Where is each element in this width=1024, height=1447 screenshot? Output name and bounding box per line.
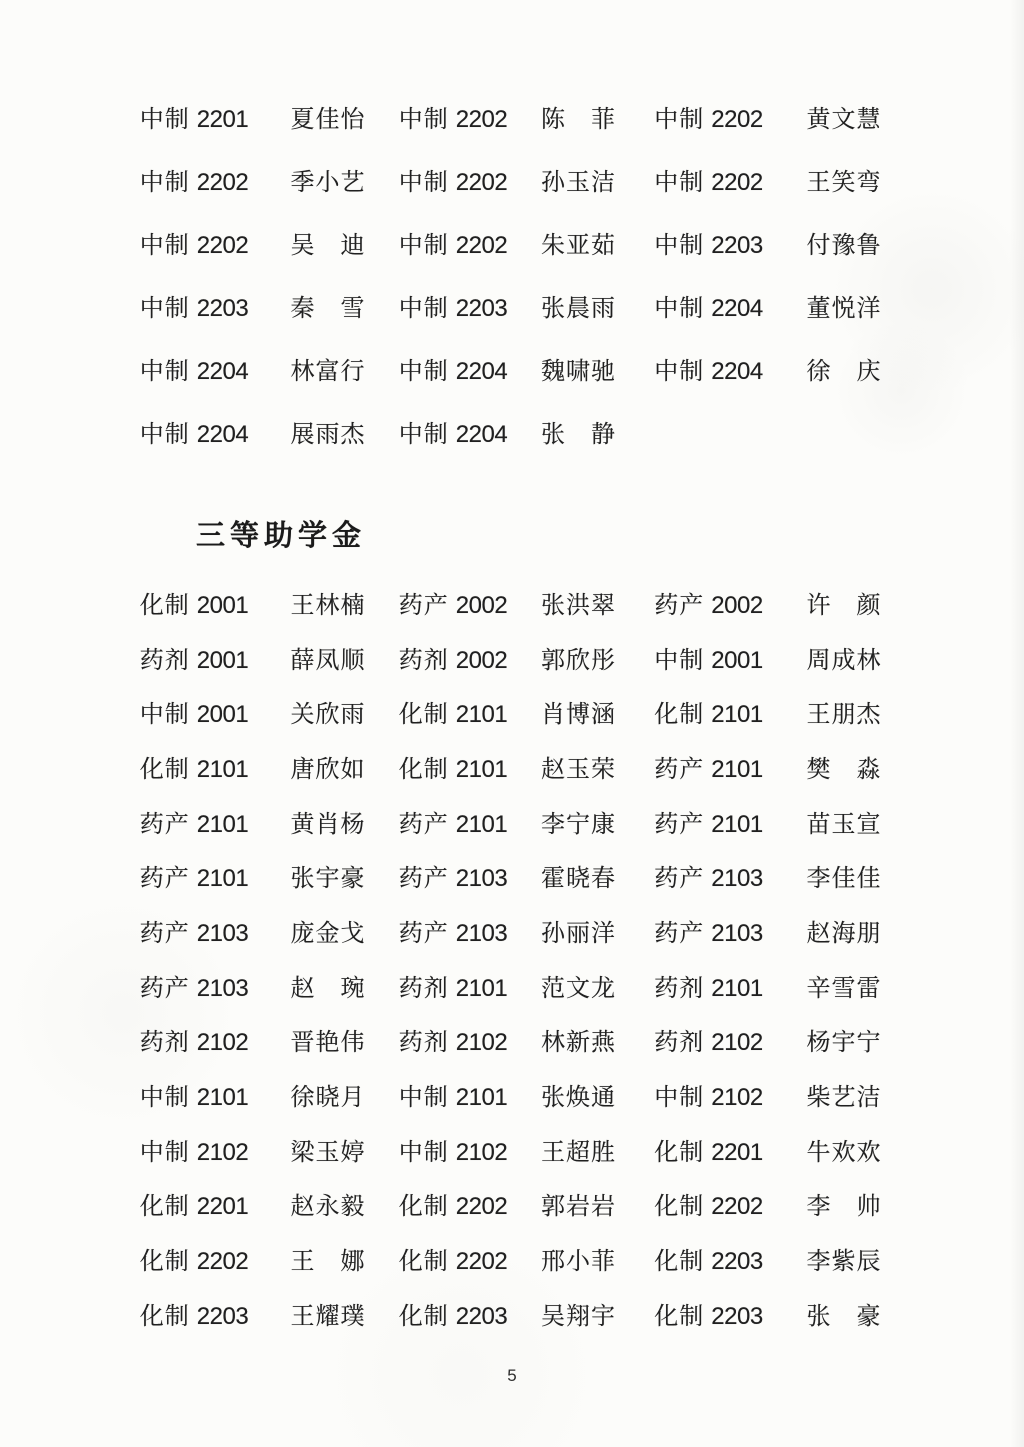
student-name: 张 豪 xyxy=(806,1303,882,1330)
student-name: 王笑弯 xyxy=(806,170,882,196)
class-number: 2103 xyxy=(196,919,249,947)
student-name: 许 颜 xyxy=(806,592,882,619)
class-number: 2001 xyxy=(196,646,249,674)
class-number: 2102 xyxy=(196,1138,249,1166)
class-code: 中制 2203 xyxy=(398,295,508,322)
class-code: 中制 2001 xyxy=(139,701,249,729)
student-name: 晋艳伟 xyxy=(290,1030,366,1057)
class-code: 药剂 2001 xyxy=(139,646,249,674)
list-row xyxy=(120,274,910,337)
student-name: 李佳佳 xyxy=(806,866,882,893)
student-name: 张焕通 xyxy=(541,1085,616,1112)
list-row xyxy=(120,684,910,739)
student-name: 王耀璞 xyxy=(290,1303,366,1330)
student-name: 张晨雨 xyxy=(541,296,616,322)
class-code: 化制 2203 xyxy=(398,1302,508,1330)
list-row xyxy=(120,85,910,148)
student-name: 王朋杰 xyxy=(806,702,882,729)
class-number: 2002 xyxy=(455,646,508,674)
student-name: 霍晓春 xyxy=(541,866,616,893)
class-code: 中制 2204 xyxy=(398,421,508,448)
class-number: 2101 xyxy=(455,701,508,729)
class-code: 中制 2204 xyxy=(398,358,508,385)
student-name: 吴翔宇 xyxy=(541,1303,616,1330)
class-number: 2202 xyxy=(455,106,508,133)
student-name: 吴 迪 xyxy=(290,233,366,259)
class-code: 中制 2101 xyxy=(139,1084,249,1112)
student-name: 王超胜 xyxy=(541,1139,616,1166)
class-code: 中制 2204 xyxy=(654,295,763,322)
class-code: 药产 2103 xyxy=(139,974,249,1002)
class-number: 2202 xyxy=(711,1193,763,1221)
student-name: 樊 淼 xyxy=(806,756,882,783)
class-number: 2204 xyxy=(711,295,763,322)
class-number: 2202 xyxy=(196,169,249,196)
class-number: 2202 xyxy=(711,106,763,133)
list-row xyxy=(120,958,910,1013)
list-row xyxy=(120,1177,910,1232)
class-number: 2101 xyxy=(711,810,763,838)
student-name: 李 帅 xyxy=(806,1194,882,1221)
student-name: 庞金戈 xyxy=(290,920,366,947)
student-name: 赵 琬 xyxy=(290,975,366,1002)
class-number: 2202 xyxy=(196,232,249,259)
class-number: 2203 xyxy=(196,1302,249,1330)
class-number: 2101 xyxy=(196,865,249,893)
list-row xyxy=(120,400,910,463)
class-number: 2202 xyxy=(196,1248,249,1276)
class-code: 药剂 2102 xyxy=(139,1029,249,1057)
student-name: 邢小菲 xyxy=(541,1249,616,1276)
class-code: 药剂 2101 xyxy=(654,974,763,1002)
class-number: 2201 xyxy=(711,1138,763,1166)
student-name: 李紫辰 xyxy=(806,1249,882,1276)
student-name: 关欣雨 xyxy=(290,702,366,729)
student-name: 肖博涵 xyxy=(541,702,616,729)
class-code: 中制 2204 xyxy=(139,358,249,385)
student-name: 孙玉洁 xyxy=(541,170,616,196)
student-name: 魏啸驰 xyxy=(541,359,616,385)
class-number: 2101 xyxy=(711,974,763,1002)
class-code: 药产 2101 xyxy=(139,810,249,838)
class-code: 中制 2202 xyxy=(398,169,508,196)
class-number: 2101 xyxy=(711,701,763,729)
class-number: 2203 xyxy=(455,295,508,322)
class-code: 化制 2202 xyxy=(139,1248,249,1276)
student-name: 林富行 xyxy=(290,359,366,385)
class-code: 中制 2202 xyxy=(654,169,763,196)
class-number: 2101 xyxy=(711,755,763,783)
class-code: 药剂 2102 xyxy=(654,1029,763,1057)
list-row xyxy=(120,1013,910,1068)
student-name: 林新燕 xyxy=(541,1030,616,1057)
class-number: 2204 xyxy=(196,358,249,385)
class-code: 化制 2201 xyxy=(139,1193,249,1221)
class-code: 药产 2101 xyxy=(139,865,249,893)
student-name: 展雨杰 xyxy=(290,422,366,448)
class-number: 2204 xyxy=(711,358,763,385)
student-name: 王林楠 xyxy=(290,592,366,619)
student-name: 徐晓月 xyxy=(290,1085,366,1112)
class-number: 2101 xyxy=(455,1084,508,1112)
class-code: 药剂 2102 xyxy=(398,1029,508,1057)
list-row xyxy=(120,739,910,794)
student-name: 秦 雪 xyxy=(290,296,366,322)
student-name: 李宁康 xyxy=(541,811,616,838)
list-row xyxy=(120,1231,910,1286)
student-name: 杨宇宁 xyxy=(806,1030,882,1057)
class-number: 2102 xyxy=(196,1029,249,1057)
list-row xyxy=(120,848,910,903)
student-name: 张宇豪 xyxy=(290,866,366,893)
class-code: 药产 2002 xyxy=(654,591,763,619)
class-code: 药产 2002 xyxy=(398,591,508,619)
class-code: 中制 2204 xyxy=(139,421,249,448)
class-number: 2202 xyxy=(711,169,763,196)
class-code: 中制 2001 xyxy=(654,646,763,674)
student-name: 苗玉宣 xyxy=(806,811,882,838)
class-number: 2001 xyxy=(711,646,763,674)
class-code: 化制 2203 xyxy=(139,1302,249,1330)
page-number: 5 xyxy=(507,1366,517,1385)
class-code: 药剂 2101 xyxy=(398,974,508,1002)
student-name: 张 静 xyxy=(541,422,616,448)
student-name: 柴艺洁 xyxy=(806,1085,882,1112)
list-row xyxy=(120,1286,910,1341)
student-name: 付豫鲁 xyxy=(806,233,882,259)
student-name: 黄文慧 xyxy=(806,107,882,133)
class-code: 化制 2101 xyxy=(398,755,508,783)
list-row xyxy=(120,903,910,958)
class-code: 药产 2101 xyxy=(654,810,763,838)
class-code: 中制 2203 xyxy=(139,295,249,322)
class-number: 2103 xyxy=(455,865,508,893)
class-code: 化制 2101 xyxy=(398,701,508,729)
class-number: 2101 xyxy=(455,974,508,1002)
class-code: 药产 2103 xyxy=(654,919,763,947)
class-number: 2202 xyxy=(455,1193,508,1221)
class-code: 药产 2101 xyxy=(398,810,508,838)
student-name: 夏佳怡 xyxy=(290,107,366,133)
class-number: 2204 xyxy=(196,421,249,448)
class-code: 中制 2102 xyxy=(654,1084,763,1112)
class-code: 中制 2202 xyxy=(139,232,249,259)
class-code: 中制 2102 xyxy=(398,1138,508,1166)
class-number: 2203 xyxy=(196,295,249,322)
list-row xyxy=(120,1067,910,1122)
student-name: 黄肖杨 xyxy=(290,811,366,838)
student-name: 辛雪雷 xyxy=(806,975,882,1002)
class-code: 药产 2103 xyxy=(139,919,249,947)
student-name: 孙丽洋 xyxy=(541,920,616,947)
class-number: 2201 xyxy=(196,1193,249,1221)
class-number: 2102 xyxy=(455,1029,508,1057)
class-code: 中制 2202 xyxy=(654,106,763,133)
student-name: 赵海朋 xyxy=(806,920,882,947)
student-name: 牛欢欢 xyxy=(806,1139,882,1166)
class-number: 2204 xyxy=(455,421,508,448)
third-class-grant-list xyxy=(120,575,910,1341)
class-code: 药产 2103 xyxy=(398,865,508,893)
class-code: 药产 2103 xyxy=(654,865,763,893)
student-name: 王 娜 xyxy=(290,1249,366,1276)
student-name: 唐欣如 xyxy=(290,756,366,783)
class-code: 中制 2204 xyxy=(654,358,763,385)
list-row xyxy=(120,148,910,211)
class-code: 药产 2101 xyxy=(654,755,763,783)
list-row xyxy=(120,630,910,685)
class-code: 化制 2101 xyxy=(139,755,249,783)
class-number: 2204 xyxy=(455,358,508,385)
class-number: 2102 xyxy=(455,1138,508,1166)
class-number: 2101 xyxy=(455,810,508,838)
class-code: 中制 2201 xyxy=(139,106,249,133)
list-row xyxy=(120,211,910,274)
class-number: 2202 xyxy=(455,1248,508,1276)
list-row xyxy=(120,794,910,849)
class-number: 2102 xyxy=(711,1084,763,1112)
list-row xyxy=(120,337,910,400)
list-row xyxy=(120,1122,910,1177)
class-number: 2203 xyxy=(711,1248,763,1276)
class-number: 2103 xyxy=(455,919,508,947)
class-number: 2103 xyxy=(711,865,763,893)
section-heading: 三等助学金 xyxy=(196,520,367,552)
student-name: 周成林 xyxy=(806,647,882,674)
class-code: 化制 2201 xyxy=(654,1138,763,1166)
student-name: 郭岩岩 xyxy=(541,1194,616,1221)
class-code: 化制 2202 xyxy=(398,1193,508,1221)
class-code: 中制 2101 xyxy=(398,1084,508,1112)
student-name: 赵玉荣 xyxy=(541,756,616,783)
class-number: 2101 xyxy=(196,755,249,783)
class-number: 2101 xyxy=(196,1084,249,1112)
class-number: 2201 xyxy=(196,106,249,133)
student-name: 张洪翠 xyxy=(541,592,616,619)
class-number: 2203 xyxy=(711,1302,763,1330)
class-code: 化制 2203 xyxy=(654,1248,763,1276)
class-code: 中制 2102 xyxy=(139,1138,249,1166)
student-name: 郭欣彤 xyxy=(541,647,616,674)
class-code: 化制 2001 xyxy=(139,591,249,619)
student-name: 赵永毅 xyxy=(290,1194,366,1221)
class-code: 中制 2202 xyxy=(398,106,508,133)
list-row xyxy=(120,575,910,630)
class-number: 2202 xyxy=(455,169,508,196)
class-number: 2203 xyxy=(711,232,763,259)
class-number: 2103 xyxy=(196,974,249,1002)
class-code: 中制 2202 xyxy=(398,232,508,259)
class-code: 中制 2202 xyxy=(139,169,249,196)
student-name: 薛凤顺 xyxy=(290,647,366,674)
class-code: 中制 2203 xyxy=(654,232,763,259)
class-number: 2203 xyxy=(455,1302,508,1330)
class-number: 2002 xyxy=(455,591,508,619)
student-name: 陈 菲 xyxy=(541,107,616,133)
class-number: 2001 xyxy=(196,701,249,729)
class-number: 2101 xyxy=(455,755,508,783)
class-number: 2002 xyxy=(711,591,763,619)
class-code: 化制 2101 xyxy=(654,701,763,729)
student-name: 范文龙 xyxy=(541,975,616,1002)
scholarship-list-continued xyxy=(120,85,910,463)
class-number: 2202 xyxy=(455,232,508,259)
class-code: 药剂 2002 xyxy=(398,646,508,674)
class-code: 化制 2203 xyxy=(654,1302,763,1330)
class-number: 2102 xyxy=(711,1029,763,1057)
student-name: 季小艺 xyxy=(290,170,366,196)
class-number: 2101 xyxy=(196,810,249,838)
class-number: 2103 xyxy=(711,919,763,947)
class-code: 化制 2202 xyxy=(654,1193,763,1221)
class-code: 药产 2103 xyxy=(398,919,508,947)
class-number: 2001 xyxy=(196,591,249,619)
student-name: 董悦洋 xyxy=(806,296,882,322)
class-code: 化制 2202 xyxy=(398,1248,508,1276)
student-name: 徐 庆 xyxy=(806,359,882,385)
student-name: 朱亚茹 xyxy=(541,233,616,259)
student-name: 梁玉婷 xyxy=(290,1139,366,1166)
